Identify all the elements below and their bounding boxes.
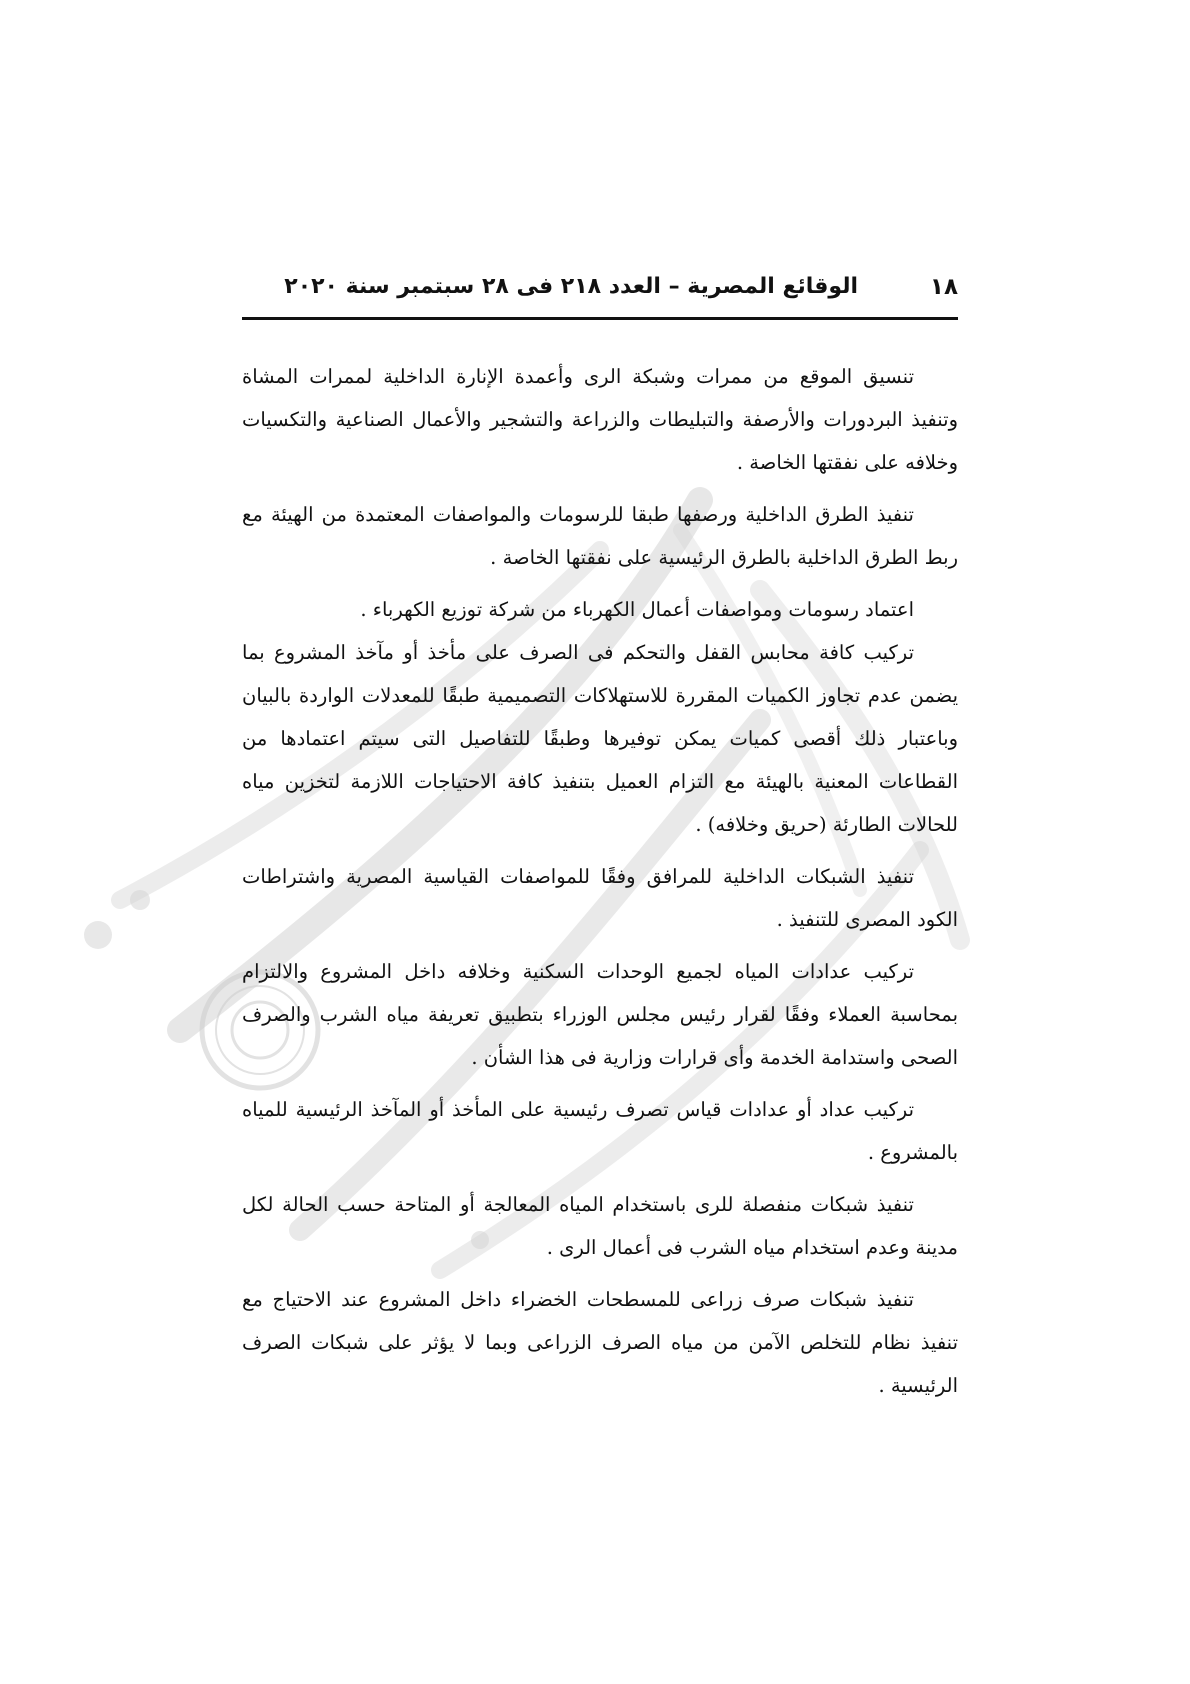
header-divider — [242, 317, 958, 320]
paragraph: تنفيذ الطرق الداخلية ورصفها طبقا للرسومات والمواصفات المعتمدة من الهيئة مع ربط الطرق الداخلية بالطرق الرئيسية على نفقتها الخاصة . — [242, 503, 958, 569]
paragraph: تنفيذ شبكات منفصلة للرى باستخدام المياه المعالجة أو المتاحة حسب الحالة لكل مدينة وعدم استخدام مياه الشرب فى أعمال الرى . — [242, 1193, 958, 1259]
paragraph: تنفيذ شبكات صرف زراعى للمسطحات الخضراء داخل المشروع عند الاحتياج مع تنفيذ نظام للتخلص الآمن من مياه الصرف الزراعى وبما لا يؤثر على شبكات الصرف الرئيسية . — [242, 1288, 958, 1397]
page-number: ١٨ — [929, 274, 958, 300]
paragraph: تركيب عدادات المياه لجميع الوحدات السكنية وخلافه داخل المشروع والالتزام بمحاسبة العملاء وفقًا لقرار رئيس مجلس الوزراء بتطبيق تعريفة مياه الشرب والصرف الصحى واستدامة الخدمة وأى قرارات وزارية فى هذا الشأن . — [242, 960, 958, 1069]
header-title: الوقائع المصرية – العدد ٢١٨ فى ٢٨ سبتمبر سنة ٢٠٢٠ — [284, 274, 858, 299]
paragraph: اعتماد رسومات ومواصفات أعمال الكهرباء من شركة توزيع الكهرباء . — [360, 598, 914, 621]
paragraph: تركيب عداد أو عدادات قياس تصرف رئيسية على المأخذ أو المآخذ الرئيسية للمياه بالمشروع . — [242, 1098, 958, 1164]
paragraph: تركيب كافة محابس القفل والتحكم فى الصرف على مأخذ أو مآخذ المشروع بما يضمن عدم تجاوز الكميات المقررة للاستهلاكات التصميمية طبقًا للمعدلات الواردة بالبيان وباعتبار ذلك أقصى كميات يمكن توفيرها وطبقًا للتفاصيل التى سيتم اعتمادها من القطاعات المعنية بالهيئة مع التزام العميل بتنفيذ كافة الاحتياجات اللازمة لتخزين مياه للحالات الطارئة (حريق وخلافه) . — [242, 641, 958, 836]
page-header — [242, 268, 958, 320]
document-body — [242, 355, 958, 1416]
paragraph: تنسيق الموقع من ممرات وشبكة الرى وأعمدة الإنارة الداخلية لممرات المشاة وتنفيذ البردورات والأرصفة والتبليطات والزراعة والتشجير والأعمال الصناعية والتكسيات وخلافه على نفقتها الخاصة . — [242, 365, 958, 474]
paragraph: تنفيذ الشبكات الداخلية للمرافق وفقًا للمواصفات القياسية المصرية واشتراطات الكود المصرى للتنفيذ . — [242, 865, 958, 931]
